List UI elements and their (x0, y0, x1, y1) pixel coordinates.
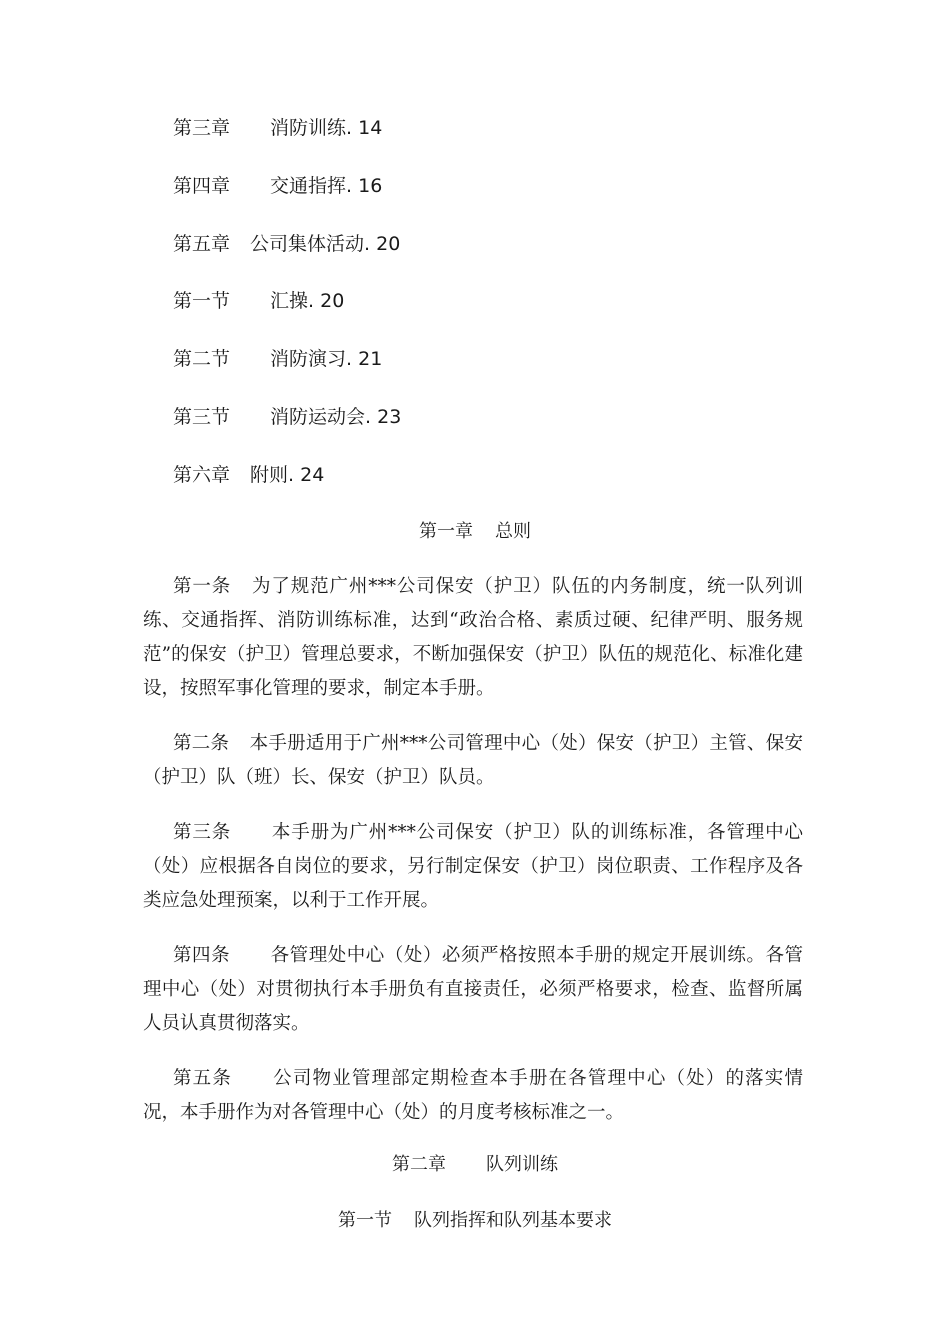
toc-entry[interactable] (173, 232, 400, 256)
toc-title: 汇操 (270, 290, 309, 312)
article-paragraph (143, 816, 803, 918)
article-label: 第四条 (173, 945, 231, 966)
chapter-title: 总则 (495, 521, 531, 542)
article-paragraph (143, 727, 803, 795)
toc-page-number: . 20 (308, 290, 345, 312)
toc-page-number: . 20 (364, 233, 401, 255)
chapter-title: 队列训练 (486, 1154, 558, 1175)
article-text: 公司物业管理部定期检查本手册在各管理中心（处）的落实情况，本手册作为对各管理中心（处）的月度考核标准之一。 (143, 1068, 803, 1123)
toc-label: 第四章 (173, 175, 231, 197)
toc-label: 第三节 (173, 406, 231, 428)
toc-label: 第五章 (173, 233, 231, 255)
chapter-heading (0, 520, 950, 544)
article-label: 第一条 (173, 576, 232, 597)
article-paragraph (143, 939, 803, 1041)
toc-page-number: . 24 (288, 464, 325, 486)
article-text: 本手册为广州***公司保安（护卫）队的训练标准，各管理中心（处）应根据各自岗位的要求，另行制定保安（护卫）岗位职责、工作程序及各类应急处理预案，以利于工作开展。 (143, 822, 803, 911)
toc-title: 消防演习 (270, 348, 347, 370)
toc-page-number: . 23 (365, 406, 402, 428)
article-text: 本手册适用于广州***公司管理中心（处）保安（护卫）主管、保安（护卫）队（班）长、保安（护卫）队员。 (143, 733, 803, 788)
chapter-label: 第二章 (392, 1154, 446, 1175)
toc-entry[interactable] (173, 463, 324, 487)
section-label: 第一节 (338, 1210, 392, 1231)
chapter-label: 第一章 (419, 521, 473, 542)
article-text: 为了规范广州***公司保安（护卫）队伍的内务制度，统一队列训练、交通指挥、消防训练标准，达到“政治合格、素质过硬、纪律严明、服务规范”的保安（护卫）管理总要求，不断加强保安（护卫）队伍的规范化、标准化建设，按照军事化管理的要求，制定本手册。 (143, 576, 803, 699)
toc-title: 公司集体活动 (250, 233, 365, 255)
toc-title: 交通指挥 (270, 175, 347, 197)
toc-label: 第六章 (173, 464, 231, 486)
toc-title: 附则 (250, 464, 289, 486)
article-label: 第三条 (173, 822, 232, 843)
toc-entry[interactable] (173, 405, 401, 429)
toc-title: 消防训练 (270, 117, 347, 139)
toc-page-number: . 16 (346, 175, 383, 197)
toc-label: 第三章 (173, 117, 231, 139)
toc-title: 消防运动会 (270, 406, 366, 428)
toc-page-number: . 14 (346, 117, 383, 139)
toc-entry[interactable] (173, 174, 382, 198)
toc-label: 第二节 (173, 348, 231, 370)
article-paragraph (143, 570, 803, 706)
chapter-heading (0, 1153, 950, 1177)
section-title: 队列指挥和队列基本要求 (414, 1210, 612, 1231)
section-heading (0, 1209, 950, 1233)
toc-page-number: . 21 (346, 348, 383, 370)
toc-entry[interactable] (173, 116, 382, 140)
article-label: 第五条 (173, 1068, 232, 1089)
toc-entry[interactable] (173, 289, 344, 313)
toc-entry[interactable] (173, 347, 382, 371)
toc-label: 第一节 (173, 290, 231, 312)
article-paragraph (143, 1062, 803, 1130)
article-label: 第二条 (173, 733, 230, 754)
article-text: 各管理处中心（处）必须严格按照本手册的规定开展训练。各管理中心（处）对贯彻执行本手册负有直接责任，必须严格要求，检查、监督所属人员认真贯彻落实。 (143, 945, 803, 1034)
